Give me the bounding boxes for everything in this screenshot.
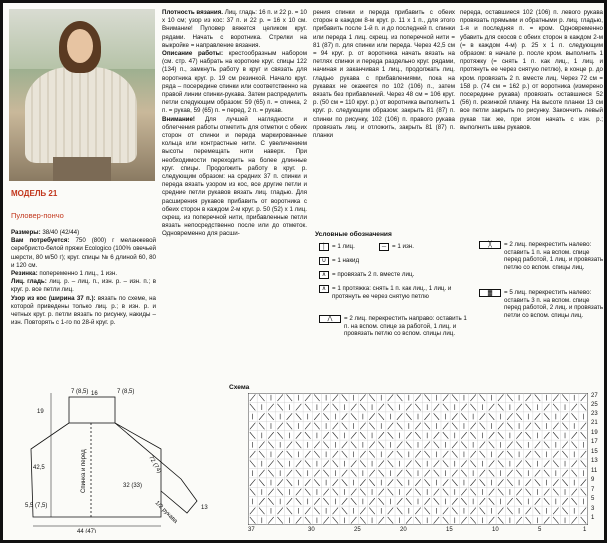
- para-col4: переда, оставшиеся 102 (106) п. левого рукава провязать прямыми и обратными р. лиц. гладью, 1-я и последняя п. = кром. Одновременно убавить для скосов с обеих сторон в каждом 2-м (= в каждом 4-м) р. 25 х 1 п. следующим образом: в начале р. после кром. выполнить 1 протяжку (= снять 1 п. как лиц., 1 лиц. и протянуть ее через снятую петлю), в конце р. до кром. провязать 2 п. вместе лиц. Через 72 см = 158 р. (74 см = 162 р.) от воротника (измерено посередине рукава) провязать оставшиеся 52 (56) п. резинкой планку. На высоте планки 13 см все петли закрыть по рисунку. Закончить левый рукав так же, при этом начать с изн. р.; выполнить швы рукавов.: [460, 9, 603, 131]
- column-materials: [11, 229, 156, 327]
- svg-text:5,5 (7,5): 5,5 (7,5): [25, 503, 48, 509]
- para-attention: Внимание! Для лучшей наглядности и облегчения работы отметить для отметки с обеих сторон от спинки и переда маркированные кольца или контрастные нити. С увеличением высоты перемещать нити наверх. При необходимости переходить на более длинные круг. спицы. Продолжить работу в круг. р. следующим образом: на средних 37 п. спинки и переда вязать узором из кос, все другие петли и средние петли рукавов вязать лиц. гладью. Для расширения рукавов прибавить от воротника с обеих сторон в каждом 2-м круг. р. 50 (52) х 1 лиц. скрещ. из поперечной нити, прибавленные петли вязать непосредственно после или до отметок. Одновременно для расши-: [162, 115, 307, 238]
- svg-text:44 (47): 44 (47): [77, 529, 97, 533]
- pattern-diagram: [11, 383, 226, 533]
- svg-text:7 (8,5): 7 (8,5): [71, 389, 89, 395]
- row-numbers: 27 25 23 21 19 17 15 13 11 9 7 5 3 1: [591, 393, 598, 521]
- para-description: Описание работы: крестообразным набором (см. стр. 47) набрать на короткие круг. спицы 122 (134) п., замкнуть работу в круг и связать для воротника круг. р. 19 см резинкой. Начало круг. ряда – посередине спинки или соответственно на правой линии спинки-рукава. Затем распределить петли следующим образом: 59 (65) п. = спинка, 2 п. = рукав, 59 (65) п. = перед, 2 п. = рукав.: [162, 50, 307, 115]
- poncho-sweater: [25, 67, 137, 163]
- model-title: МОДЕЛЬ 21: [11, 189, 58, 198]
- svg-text:72 (74): 72 (74): [147, 455, 162, 475]
- legend-title: Условные обозначения: [315, 231, 392, 238]
- para-cable-pattern: Узор из кос (ширина 37 п.): вязать по схеме, на которой приведены только лиц. р.; в изн. р. и четных круг. р. петли вязать по рисунку, накиды – изн. Повторять с 1-го по 28-й круг. р.: [11, 294, 156, 327]
- svg-text:Спинка и перед: Спинка и перед: [81, 449, 87, 493]
- symbol-legend: [315, 231, 605, 361]
- column-gauge-description: [162, 9, 307, 239]
- stitch-chart: [248, 393, 588, 525]
- model-skirt: [53, 157, 111, 181]
- legend-item: ╳ = 2 лиц. перекрестить налево: оставить 1 п. на вспом. спице перед работой, 1 лиц. и провязать петлю со вспом. спицы лиц.: [479, 241, 605, 271]
- para-gauge: Плотность вязания. Лиц. гладь: 16 п. и 22 р. = 10 х 10 см; узор из кос: 37 п. и 22 р. = 16 х 10 см. Внимание! Пуловер вяжется целиком круг. рядами. Начать с воротника. Стрелки на выкройке = направление вязания.: [162, 9, 307, 49]
- svg-text:1/2 рукава: 1/2 рукава: [153, 500, 179, 525]
- legend-item: ▓ = 5 лиц. перекрестить налево: оставить 3 п. на вспом. спице перед работой, 2 лиц. и провязать петли со вспом. спицы лиц.: [479, 289, 605, 319]
- para-col3: рения спинки и переда прибавить с обеих сторон в каждом 8-м круг. р. 11 х 1 п., для этого прибавить после 1-й п. и до последней п. спинки или переда 1 лиц. скрещ. из поперечной нити = 81 (87) п. для спинки или переда. Через 42,5 см = 94 круг. р. от воротника начать вязать на петлях спинки и переда раздельно круг. рядами, начиная и заканчивая 1 лиц., продолжать лиц. гладью рукава с прибавлениями, пока на рукавах не окажется по 102 (106) п., затем вязать без прибавлений. Через 48 см = 106 круг. р. (50 см = 110 круг. р.) от воротника выполнить 1 круг. р. следующим образом: закрыть 81 (87) п. спинки по рисунку, 102 (106) п. правого рукава провязать лиц. и отложить, закрыть 81 (87) п. планки: [313, 9, 455, 140]
- svg-text:32 (33): 32 (33): [123, 483, 143, 489]
- column-text-3: [313, 9, 455, 140]
- para-materials: Вам потребуется: 750 (800) г меланжевой серебристо-белой пряжи Ecologico (100% овечьей шерсти, 80 м/50 г); круг. спицы № 6 длиной 60, 80 и 120 см.: [11, 237, 156, 269]
- legend-item: ⋀ = 2 лиц. перекрестить направо: оставить 1 п. на вспом. спице за работой, 1 лиц. и провязать петлю со вспом. спицы лиц.: [319, 315, 469, 338]
- legend-item: │ = 1 лиц.: [319, 243, 355, 251]
- scheme-title: Схема: [229, 384, 250, 391]
- para-rib: Резинка: попеременно 1 лиц., 1 изн.: [11, 270, 118, 278]
- svg-text:19: 19: [37, 409, 44, 415]
- svg-text:13: 13: [201, 505, 208, 511]
- para-stockinette: Лиц. гладь: лиц. р. – лиц. п., изн. р. – изн. п.; в круг. р. все петли лиц.: [11, 278, 156, 294]
- svg-text:16: 16: [91, 391, 98, 397]
- model-photo: [9, 9, 155, 181]
- legend-item: ─ = 1 изн.: [379, 243, 414, 251]
- legend-item: ∪ = 1 накид: [319, 257, 359, 265]
- svg-text:42,5: 42,5: [33, 465, 45, 471]
- model-face: [67, 29, 93, 63]
- para-sizes: Размеры: 38/40 (42/44): [11, 229, 80, 236]
- model-subtitle: Пуловер-пончо: [11, 211, 64, 220]
- legend-item: ∧ = 1 протяжка: снять 1 п. как лиц., 1 лиц. и протянуть ее через снятую петлю: [319, 285, 469, 300]
- svg-text:7 (8,5): 7 (8,5): [117, 389, 135, 395]
- legend-item: ∧ = провязать 2 п. вместе лиц.: [319, 271, 414, 279]
- column-text-4: [460, 9, 603, 132]
- column-numbers: 1 5 10 15 20 25 30 37: [248, 527, 587, 533]
